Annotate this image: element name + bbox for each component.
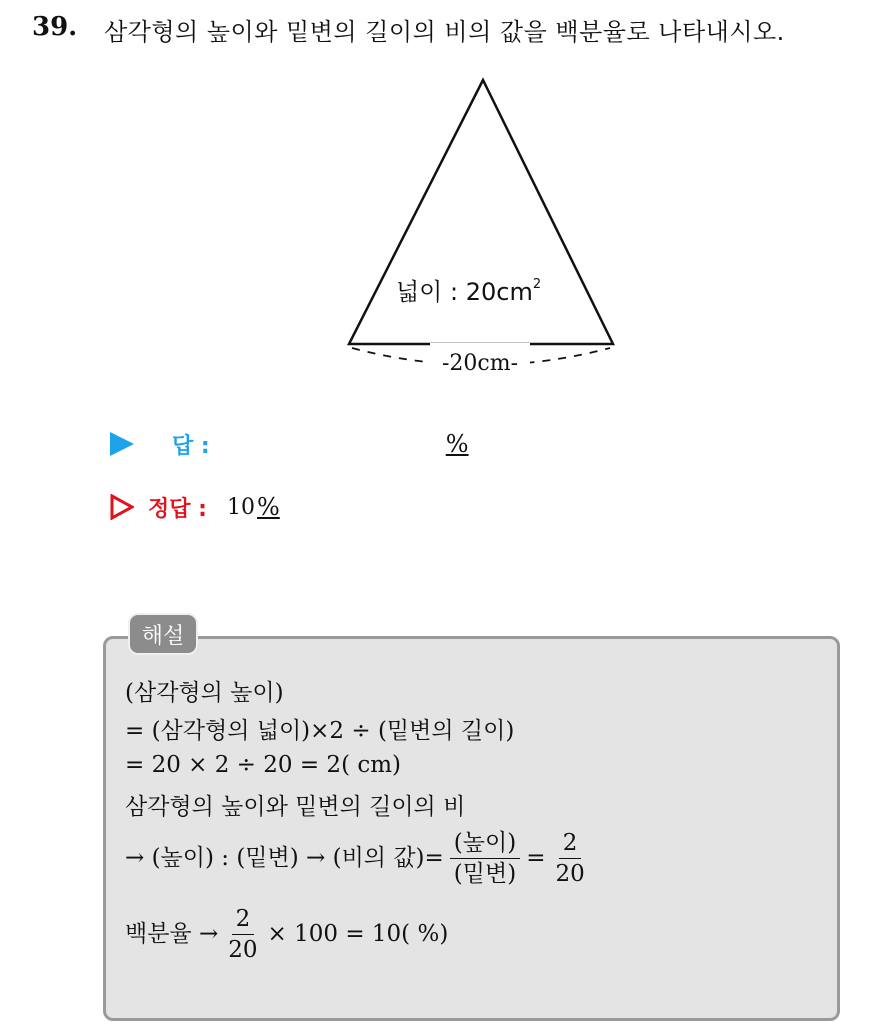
- ratio-fraction-numerator: (높이): [450, 830, 520, 859]
- explanation-line-2: = (삼각형의 넓이)×2 ÷ (밑변의 길이): [125, 718, 515, 744]
- outline-triangle-icon: [110, 494, 134, 520]
- correct-answer-label: 정답 :: [148, 496, 207, 522]
- play-triangle-icon: [110, 432, 134, 456]
- explanation-line-1: (삼각형의 높이): [125, 680, 284, 706]
- correct-answer-unit: %: [256, 493, 280, 521]
- percent-prefix: 백분율 →: [125, 921, 219, 948]
- value-fraction-denominator: 20: [555, 861, 585, 888]
- percent-result: × 100 = 10( %): [267, 921, 449, 948]
- correct-answer-row: [110, 487, 280, 527]
- explanation-line-5: [125, 830, 595, 888]
- percent-fraction-denominator: 20: [228, 937, 258, 964]
- area-label-text: 넓이 : 20cm: [396, 278, 533, 306]
- triangle-figure: [0, 0, 884, 420]
- ratio-chain-text: → (높이) : (밑변) → (비의 값)=: [125, 845, 444, 872]
- explanation-line-6: [125, 906, 448, 964]
- percent-fraction-numerator: 2: [232, 906, 255, 935]
- explanation-line-3: = 20 × 2 ÷ 20 = 2( cm): [125, 752, 402, 778]
- area-label-sup: 2: [532, 277, 542, 292]
- question-text: 삼각형의 높이와 밑변의 길이의 비의 값을 백분율로 나타내시오.: [104, 18, 785, 46]
- area-label: [396, 277, 541, 306]
- value-fraction: [551, 830, 588, 888]
- question-number: 39.: [32, 12, 78, 42]
- base-length-label: -20cm-: [441, 351, 519, 376]
- explanation-line-4: 삼각형의 높이와 밑변의 길이의 비: [125, 794, 466, 820]
- ratio-fraction: [450, 830, 520, 888]
- ratio-fraction-denominator: (밑변): [453, 861, 517, 888]
- equals-sign: =: [526, 845, 546, 872]
- percent-fraction: [224, 906, 261, 964]
- answer-unit: %: [445, 430, 469, 458]
- value-fraction-numerator: 2: [559, 830, 582, 859]
- answer-row: [110, 426, 469, 462]
- explanation-tab: 해설: [128, 613, 198, 655]
- answer-label: 답 :: [172, 433, 210, 459]
- correct-answer-value: 10: [226, 494, 255, 520]
